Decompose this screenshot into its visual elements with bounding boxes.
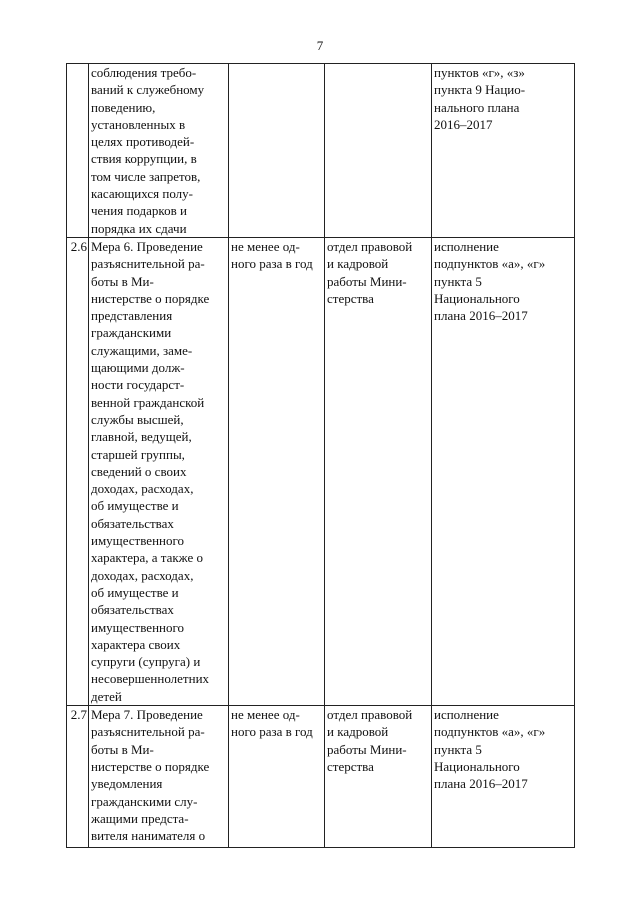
result-line: нального плана bbox=[434, 99, 520, 115]
measure-line: уведомления bbox=[91, 776, 163, 792]
term-line: не менее од- bbox=[231, 239, 300, 254]
result-line: пунктов «г», «з» bbox=[434, 65, 525, 80]
measure-line: поведению, bbox=[91, 99, 156, 115]
table-row bbox=[67, 706, 575, 848]
measure-line: имущественного bbox=[91, 619, 184, 635]
measure-line: венной гражданской bbox=[91, 394, 205, 410]
measure-line: характера своих bbox=[91, 636, 181, 652]
responsible-cell bbox=[325, 706, 432, 848]
anti-corruption-plan-table bbox=[66, 63, 575, 848]
item-number: 2.7 bbox=[67, 706, 89, 848]
measure-line: несовершеннолетних bbox=[91, 671, 210, 687]
responsible-line: и кадровой bbox=[327, 256, 389, 272]
result-cell bbox=[432, 64, 575, 238]
measure-line: гражданскими bbox=[91, 325, 172, 341]
responsible-line: отдел правовой bbox=[327, 239, 413, 254]
measure-line: об имуществе и bbox=[91, 584, 179, 600]
result-line: пункта 5 bbox=[434, 741, 482, 757]
measure-line: Мера 7. Проведение bbox=[91, 707, 203, 723]
responsible-cell bbox=[325, 238, 432, 706]
term-line: ного раза в год bbox=[231, 724, 313, 740]
measure-line: ваний к служебному bbox=[91, 82, 205, 98]
measure-line: касающихся полу- bbox=[91, 186, 193, 202]
measure-line: службы высшей, bbox=[91, 411, 184, 427]
measure-line: ности государст- bbox=[91, 377, 185, 393]
item-number: 2.6 bbox=[67, 238, 89, 706]
measure-line: доходах, расходах, bbox=[91, 567, 194, 583]
measure-line: представления bbox=[91, 308, 173, 324]
measure-line: об имуществе и bbox=[91, 498, 179, 514]
result-line: 2016–2017 bbox=[434, 116, 493, 132]
responsible-line: отдел правовой bbox=[327, 707, 413, 723]
table-row bbox=[67, 64, 575, 238]
measure-line: соблюдения требо- bbox=[91, 65, 197, 80]
term-line: ного раза в год bbox=[231, 256, 313, 272]
measure-cell bbox=[89, 64, 229, 238]
table-row bbox=[67, 238, 575, 706]
measure-cell bbox=[89, 238, 229, 706]
measure-line: жащими предста- bbox=[91, 810, 189, 826]
measure-line: сведений о своих bbox=[91, 463, 187, 479]
measure-line: имущественного bbox=[91, 533, 184, 549]
result-line: Национального bbox=[434, 758, 520, 774]
term-cell bbox=[229, 64, 325, 238]
result-line: Национального bbox=[434, 290, 520, 306]
measure-line: нистерстве о порядке bbox=[91, 290, 210, 306]
measure-line: том числе запретов, bbox=[91, 168, 201, 184]
result-line: плана 2016–2017 bbox=[434, 776, 528, 792]
measure-line: детей bbox=[91, 688, 122, 704]
measure-line: разъяснительной ра- bbox=[91, 724, 205, 740]
measure-line: нистерстве о порядке bbox=[91, 758, 210, 774]
measure-line: порядка их сдачи bbox=[91, 220, 187, 236]
measure-line: супруги (супруга) и bbox=[91, 654, 201, 670]
result-cell bbox=[432, 238, 575, 706]
responsible-cell bbox=[325, 64, 432, 238]
measure-line: ствия коррупции, в bbox=[91, 151, 197, 167]
result-line: пункта 9 Нацио- bbox=[434, 82, 526, 98]
measure-line: старшей группы, bbox=[91, 446, 185, 462]
measure-cell bbox=[89, 706, 229, 848]
measure-line: чения подарков и bbox=[91, 203, 187, 219]
measure-line: доходах, расходах, bbox=[91, 481, 194, 497]
measure-line: целях противодей- bbox=[91, 134, 195, 150]
result-line: исполнение bbox=[434, 707, 499, 723]
measure-line: гражданскими слу- bbox=[91, 793, 198, 809]
measure-line: боты в Ми- bbox=[91, 273, 154, 289]
measure-line: установленных в bbox=[91, 116, 186, 132]
measure-line: главной, ведущей, bbox=[91, 429, 192, 445]
result-cell bbox=[432, 706, 575, 848]
measure-line: обязательствах bbox=[91, 602, 174, 618]
result-line: подпунктов «а», «г» bbox=[434, 724, 546, 740]
responsible-line: работы Мини- bbox=[327, 741, 407, 757]
measure-line: щающими долж- bbox=[91, 360, 185, 376]
responsible-line: работы Мини- bbox=[327, 273, 407, 289]
result-line: подпунктов «а», «г» bbox=[434, 256, 546, 272]
term-cell bbox=[229, 706, 325, 848]
page-number: 7 bbox=[316, 38, 324, 53]
result-line: плана 2016–2017 bbox=[434, 308, 528, 324]
measure-line: характера, а также о bbox=[91, 550, 204, 566]
result-line: исполнение bbox=[434, 239, 499, 254]
term-cell bbox=[229, 238, 325, 706]
result-line: пункта 5 bbox=[434, 273, 482, 289]
responsible-line: стерства bbox=[327, 758, 374, 774]
responsible-line: стерства bbox=[327, 290, 374, 306]
measure-line: разъяснительной ра- bbox=[91, 256, 205, 272]
responsible-line: и кадровой bbox=[327, 724, 389, 740]
measure-line: вителя нанимателя о bbox=[91, 828, 206, 844]
measure-line: обязательствах bbox=[91, 515, 174, 531]
term-line: не менее од- bbox=[231, 707, 300, 723]
measure-line: служащими, заме- bbox=[91, 342, 193, 358]
item-number bbox=[67, 64, 89, 238]
measure-line: Мера 6. Проведение bbox=[91, 239, 203, 254]
measure-line: боты в Ми- bbox=[91, 741, 154, 757]
